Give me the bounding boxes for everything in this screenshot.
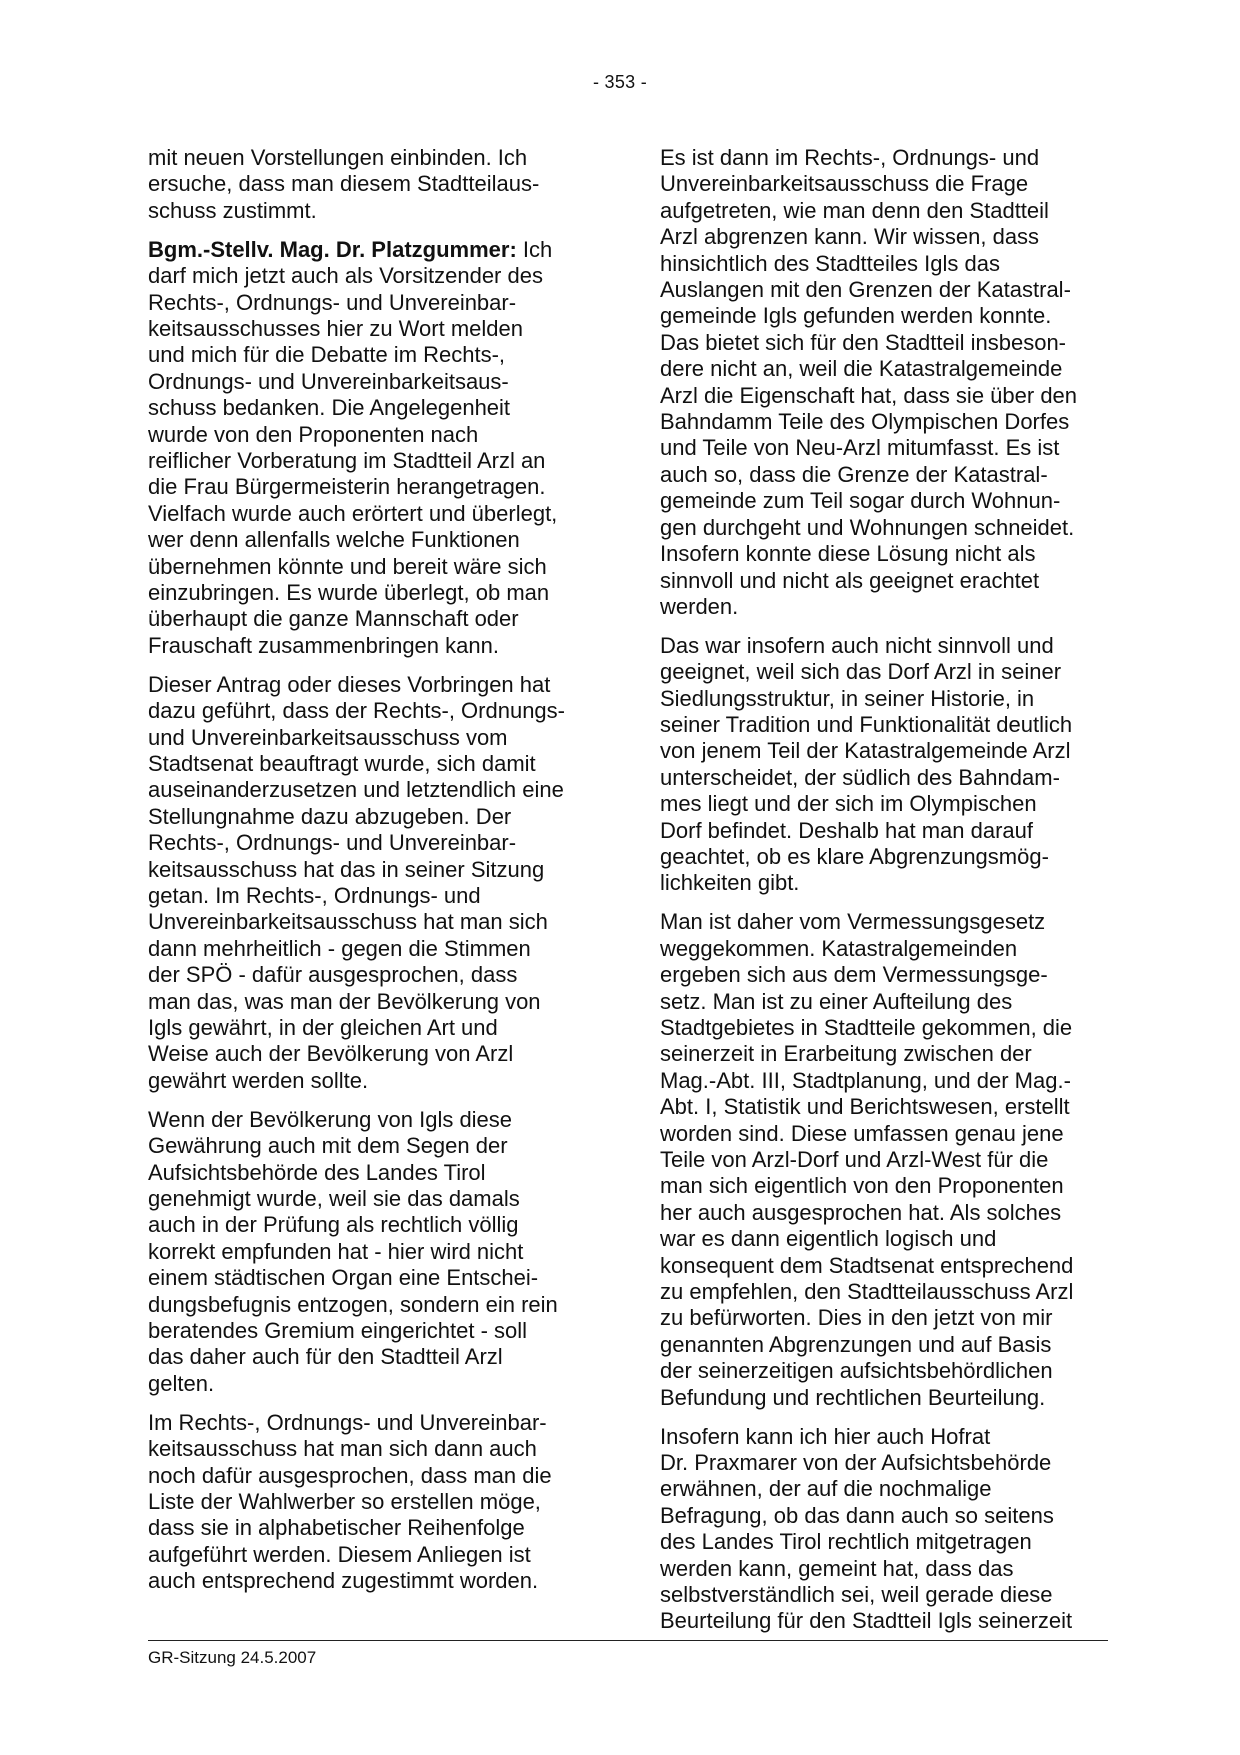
text-line: Igls gewährt, in der gleichen Art und — [148, 1015, 498, 1040]
text-line: gemeinde zum Teil sogar durch Wohnun- — [660, 488, 1061, 514]
text-line: wurde von den Proponenten nach — [148, 421, 479, 447]
text-line: gelten. — [148, 1370, 215, 1396]
footer-session-date: GR-Sitzung 24.5.2007 — [148, 1648, 317, 1667]
text-line: auseinanderzusetzen und letztendlich eine — [148, 777, 564, 803]
text-line: und Unvereinbarkeitsausschuss vom — [148, 724, 508, 750]
text-line: von jenem Teil der Katastralgemeinde Arzl — [660, 738, 1071, 764]
text-line: überhaupt die ganze Mannschaft oder — [148, 606, 519, 632]
text-line: gen durchgeht und Wohnungen schneidet. — [660, 514, 1075, 540]
text-line: werden. — [660, 593, 739, 619]
paragraph — [660, 909, 1112, 1411]
text-line: Aufsichtsbehörde des Landes Tirol — [148, 1159, 486, 1185]
text-line: Frauschaft zusammenbringen kann. — [148, 632, 499, 658]
text-line: noch dafür ausgesprochen, dass man die — [148, 1462, 552, 1488]
text-line: Gewährung auch mit dem Segen der — [148, 1133, 508, 1159]
text-line: Dorf befindet. Deshalb hat man darauf — [660, 817, 1034, 843]
text-line: beratendes Gremium eingerichtet - soll — [148, 1317, 528, 1343]
text-line: Es ist dann im Rechts-, Ordnungs- und — [660, 145, 1040, 170]
text-line: korrekt empfunden hat - hier wird nicht — [148, 1238, 524, 1264]
text-line: und Teile von Neu-Arzl mitumfasst. Es ist — [660, 435, 1060, 461]
text-line — [148, 237, 593, 263]
text-line: hinsichtlich des Stadtteiles Igls das — [660, 250, 1000, 276]
text-line: Unvereinbarkeitsausschuss hat man sich — [148, 909, 548, 935]
text-line: die Frau Bürgermeisterin herangetragen. — [148, 474, 546, 500]
text-line: unterscheidet, der südlich des Bahndam- — [660, 764, 1060, 790]
text-line: schuss zustimmt. — [148, 197, 317, 223]
text-line: Insofern kann ich hier auch Hofrat — [660, 1423, 991, 1449]
text-line: werden kann, gemeint hat, dass das — [660, 1555, 1014, 1581]
text-line: geeignet, weil sich das Dorf Arzl in seiner — [660, 659, 1062, 685]
text-line: Weise auch der Bevölkerung von Arzl — [148, 1041, 514, 1067]
text-line: weggekommen. Katastralgemeinden — [660, 935, 1018, 961]
text-line: des Landes Tirol rechtlich mitgetragen — [660, 1529, 1032, 1555]
text-line: Befragung, ob das dann auch so seitens — [660, 1502, 1054, 1528]
text-line: genehmigt wurde, weil sie das damals — [148, 1185, 520, 1211]
text-line: übernehmen könnte und bereit wäre sich — [148, 553, 547, 579]
text-line: auch in der Prüfung als rechtlich völlig — [148, 1212, 519, 1238]
text-line: erwähnen, der auf die nochmalige — [660, 1476, 992, 1502]
text-line: der SPÖ - dafür ausgesprochen, dass — [148, 962, 518, 988]
text-line: Abt. I, Statistik und Berichtswesen, erstellt — [660, 1094, 1070, 1120]
text-line: dere nicht an, weil die Katastralgemeinde — [660, 356, 1063, 382]
text-line: Das bietet sich für den Stadtteil insbeson- — [660, 329, 1067, 355]
text-line: auch entsprechend zugestimmt worden. — [148, 1568, 539, 1594]
text-line: Im Rechts-, Ordnungs- und Unvereinbar- — [148, 1409, 547, 1435]
text-line: gemeinde Igls gefunden werden konnte. — [660, 303, 1052, 329]
paragraph — [148, 1107, 593, 1397]
text-line: Liste der Wahlwerber so erstellen möge, — [148, 1488, 541, 1514]
text-line: keitsausschusses hier zu Wort melden — [148, 315, 523, 341]
paragraph — [148, 672, 593, 1095]
text-line: Befundung und rechtlichen Beurteilung. — [660, 1384, 1046, 1410]
text-line: dazu geführt, dass der Rechts-, Ordnungs- — [148, 698, 565, 724]
text-line: dass sie in alphabetischer Reihenfolge — [148, 1515, 525, 1541]
paragraph — [660, 1424, 1112, 1635]
text-line: Arzl abgrenzen kann. Wir wissen, dass — [660, 224, 1040, 250]
text-line: schuss bedanken. Die Angelegenheit — [148, 395, 511, 421]
text-line: zu empfehlen, den Stadtteilausschuss Arzl — [660, 1279, 1074, 1305]
text-line: Das war insofern auch nicht sinnvoll und — [660, 632, 1054, 658]
footer-divider — [148, 1640, 1108, 1641]
paragraph — [148, 1410, 593, 1595]
text-line: aufgetreten, wie man denn den Stadtteil — [660, 197, 1049, 223]
text-line: Teile von Arzl-Dorf und Arzl-West für die — [660, 1147, 1049, 1173]
text-line: worden sind. Diese umfassen genau jene — [660, 1120, 1064, 1146]
text-line: aufgeführt werden. Diesem Anliegen ist — [148, 1541, 531, 1567]
text-line: setz. Man ist zu einer Aufteilung des — [660, 988, 1013, 1014]
text-line: Insofern konnte diese Lösung nicht als — [660, 541, 1036, 567]
text-line: gewährt werden sollte. — [148, 1067, 369, 1093]
text-line: Man ist daher vom Vermessungsgesetz — [660, 909, 1046, 935]
text-line: seinerzeit in Erarbeitung zwischen der — [660, 1041, 1032, 1067]
text-line: Siedlungsstruktur, in seiner Historie, in — [660, 685, 1035, 711]
text-line: konsequent dem Stadtsenat entsprechend — [660, 1252, 1074, 1278]
text-line: Rechts-, Ordnungs- und Unvereinbar- — [148, 830, 517, 856]
text-line: Ordnungs- und Unvereinbarkeitsaus- — [148, 368, 509, 394]
paragraph — [660, 145, 1112, 620]
text-line-rest: Ich — [516, 236, 553, 262]
paragraph — [148, 145, 593, 224]
page-number: - 353 - — [592, 72, 648, 92]
text-line: wer denn allenfalls welche Funktionen — [148, 527, 520, 553]
paragraph — [660, 633, 1112, 897]
text-line: dann mehrheitlich - gegen die Stimmen — [148, 935, 531, 961]
text-line: Dieser Antrag oder dieses Vorbringen hat — [148, 671, 551, 697]
text-line: und mich für die Debatte im Rechts-, — [148, 342, 506, 368]
text-line: einem städtischen Organ eine Entschei- — [148, 1265, 539, 1291]
text-line: man das, was man der Bevölkerung von — [148, 988, 541, 1014]
text-line: man sich eigentlich von den Proponenten — [660, 1173, 1064, 1199]
text-line: genannten Abgrenzungen und auf Basis — [660, 1331, 1052, 1357]
text-line: auch so, dass die Grenze der Katastral- — [660, 461, 1048, 487]
text-line: Bahndamm Teile des Olympischen Dorfes — [660, 409, 1070, 435]
text-line: darf mich jetzt auch als Vorsitzender des — [148, 263, 543, 289]
text-line: Stadtsenat beauftragt wurde, sich damit — [148, 750, 536, 776]
text-line: keitsausschuss hat man sich dann auch — [148, 1436, 537, 1462]
text-line: zu befürworten. Dies in den jetzt von mir — [660, 1305, 1053, 1331]
text-line: sinnvoll und nicht als geeignet erachtet — [660, 567, 1040, 593]
text-line: das daher auch für den Stadtteil Arzl — [148, 1344, 503, 1370]
text-line: ergeben sich aus dem Vermessungsge- — [660, 962, 1048, 988]
text-line: Rechts-, Ordnungs- und Unvereinbar- — [148, 289, 517, 315]
text-line: her auch ausgesprochen hat. Als solches — [660, 1199, 1062, 1225]
text-line: Stadtgebietes in Stadtteile gekommen, die — [660, 1015, 1073, 1040]
text-column-right — [660, 145, 1112, 1647]
text-line: Auslangen mit den Grenzen der Katastral- — [660, 277, 1071, 303]
text-line: Mag.-Abt. III, Stadtplanung, und der Mag.- — [660, 1067, 1071, 1093]
text-line: Wenn der Bevölkerung von Igls diese — [148, 1106, 513, 1132]
text-line: Dr. Praxmarer von der Aufsichtsbehörde — [660, 1450, 1052, 1475]
paragraph — [148, 237, 593, 660]
speaker-name: Bgm.-Stellv. Mag. Dr. Platzgummer: — [148, 236, 517, 262]
text-line: lichkeiten gibt. — [660, 870, 800, 896]
text-line: mit neuen Vorstellungen einbinden. Ich — [148, 145, 528, 170]
text-line: getan. Im Rechts-, Ordnungs- und — [148, 882, 481, 908]
text-line: mes liegt und der sich im Olympischen — [660, 791, 1037, 817]
text-line: Beurteilung für den Stadtteil Igls seinerzeit — [660, 1608, 1073, 1634]
text-line: einzubringen. Es wurde überlegt, ob man — [148, 580, 550, 605]
text-line: Stellungnahme dazu abzugeben. Der — [148, 803, 512, 829]
text-line: seiner Tradition und Funktionalität deutlich — [660, 712, 1073, 738]
text-line: geachtet, ob es klare Abgrenzungsmög- — [660, 844, 1049, 870]
text-line: ersuche, dass man diesem Stadtteilaus- — [148, 171, 540, 197]
text-line: Unvereinbarkeitsausschuss die Frage — [660, 171, 1029, 197]
text-line: reiflicher Vorberatung im Stadtteil Arzl an — [148, 447, 546, 473]
text-line: war es dann eigentlich logisch und — [660, 1226, 997, 1252]
text-line: selbstverständlich sei, weil gerade diese — [660, 1582, 1053, 1608]
text-line: Arzl die Eigenschaft hat, dass sie über den — [660, 382, 1078, 408]
text-line: dungsbefugnis entzogen, sondern ein rein — [148, 1291, 558, 1317]
text-line: Vielfach wurde auch erörtert und überlegt, — [148, 500, 558, 526]
text-line: keitsausschuss hat das in seiner Sitzung — [148, 856, 545, 882]
text-column-left — [148, 145, 593, 1607]
text-line: der seinerzeitigen aufsichtsbehördlichen — [660, 1358, 1053, 1384]
